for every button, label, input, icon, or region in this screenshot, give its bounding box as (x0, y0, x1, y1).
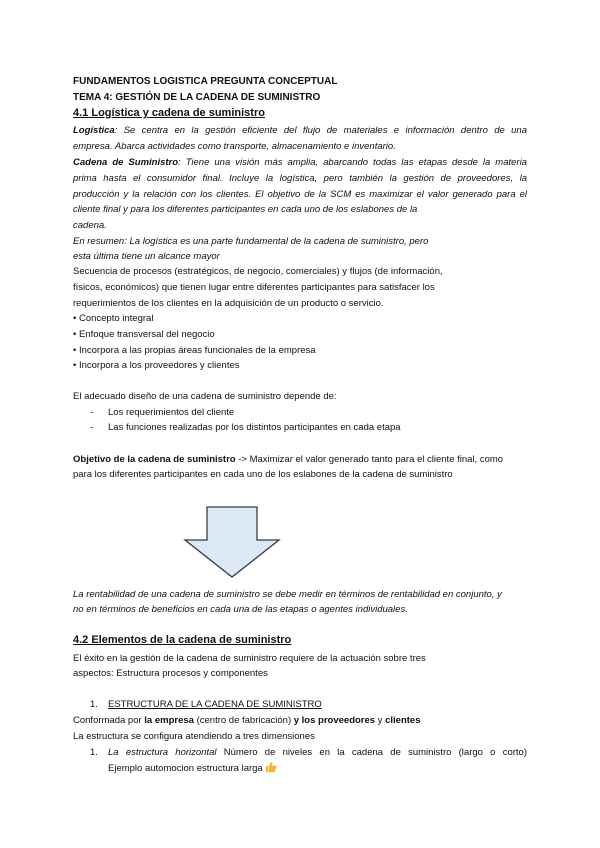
proveedores-term: y los proveedores (293, 715, 376, 726)
cadena-definition-line5: cadena. (73, 220, 107, 231)
diseno-intro: El adecuado diseño de una cadena de suministro depende de: (73, 391, 337, 402)
elementos-intro-line1: El éxito en la gestión de la cadena de suministro requiere de la actuación sobre tres (73, 653, 426, 664)
configura-line: La estructura se configura atendiendo a tres dimensiones (73, 731, 315, 742)
estructura-horizontal-term: La estructura horizontal (108, 747, 217, 758)
secuencia-line1: Secuencia de procesos (estratégicos, de negocio, comerciales) y flujos (de información, (73, 266, 443, 277)
dash-item-requerimientos: Los requerimientos del cliente (108, 407, 235, 418)
conformada-text: y (375, 715, 386, 726)
dash-item-funciones: Las funciones realizadas por los distintos participantes en cada etapa (108, 422, 401, 433)
secuencia-line2: físicos, económicos) que tienen lugar entre diferentes participantes para satisfacer los (73, 282, 435, 293)
cadena-definition-line3: producción y la relación con los clientes. El objetivo de la SCM es maximizar el valor generado para el (73, 189, 527, 200)
document-title: FUNDAMENTOS LOGISTICA PREGUNTA CONCEPTUAL (73, 76, 338, 87)
logistica-definition-line (73, 123, 527, 139)
objetivo-term: Objetivo de la cadena de suministro (73, 454, 236, 465)
list-item: • Incorpora a los proveedores y clientes (73, 358, 240, 374)
cadena-definition-line2: prima hasta el consumidor final. Incluye la logística, pero también la gestión de proveedores, la (73, 173, 527, 184)
resumen-line1: En resumen: La logística es una parte fundamental de la cadena de suministro, pero (73, 236, 429, 247)
ejemplo-text: Ejemplo automocion estructura larga (108, 763, 263, 774)
dash-marker: - (90, 422, 94, 433)
cadena-term: Cadena de Suministro (73, 157, 179, 168)
section-heading-4-2: 4.2 Elementos de la cadena de suministro (73, 634, 292, 646)
conformada-text: Conformada por (73, 715, 145, 726)
cadena-definition-line4: cliente final y para los diferentes participantes en cada uno de los eslabones de la (73, 204, 418, 215)
cadena-text: : Tiene una visión más amplia, abarcando todas las etapas desde la materia (178, 157, 527, 168)
conformada-text: (centro de fabricación) (193, 715, 294, 726)
empresa-term: la empresa (144, 715, 194, 726)
logistica-text: : Se centra en la gestión eficiente del flujo de materiales e información dentro de una (114, 125, 527, 136)
logistica-term: Logística (73, 125, 115, 136)
rentabilidad-line1: La rentabilidad de una cadena de suministro se debe medir en términos de rentabilidad en conjunto, y (73, 589, 502, 600)
topic-title: TEMA 4: GESTIÓN DE LA CADENA DE SUMINISTRO (73, 92, 321, 103)
sub-item-number: 1. (90, 747, 98, 758)
objetivo-line2: para los diferentes participantes en cada uno de los eslabones de la cadena de suministro (73, 469, 453, 480)
objetivo-line1 (73, 452, 503, 468)
item-number: 1. (90, 699, 98, 710)
logistica-definition-line2: empresa. Abarca actividades como transporte, almacenamiento e inventario. (73, 141, 396, 152)
list-item: • Incorpora a las propias áreas funcionales de la empresa (73, 343, 316, 359)
dash-marker: - (90, 407, 94, 418)
estructura-heading: ESTRUCTURA DE LA CADENA DE SUMINISTRO (108, 699, 322, 710)
estructura-horizontal-line (108, 745, 527, 761)
list-item: • Enfoque transversal del negocio (73, 327, 215, 343)
resumen-line2: esta última tiene un alcance mayor (73, 251, 220, 262)
thumbs-up-icon (265, 761, 277, 773)
conformada-line (73, 713, 420, 729)
rentabilidad-line2: no en términos de beneficios en cada una de las etapas o agentes individuales. (73, 604, 408, 615)
cadena-definition-line (73, 155, 527, 171)
ejemplo-line (108, 761, 277, 777)
objetivo-text: -> Maximizar el valor generado tanto para el cliente final, como (235, 454, 504, 465)
clientes-term: clientes (385, 715, 421, 726)
elementos-intro-line2: aspectos: Estructura procesos y componentes (73, 668, 268, 679)
section-heading-4-1: 4.1 Logística y cadena de suministro (73, 107, 265, 119)
down-arrow-shape (183, 506, 281, 578)
secuencia-line3: requerimientos de los clientes en la adquisición de un producto o servicio. (73, 298, 384, 309)
estructura-horizontal-text: Número de niveles en la cadena de suministro (largo o corto) (216, 747, 527, 758)
list-item: • Concepto integral (73, 311, 153, 327)
